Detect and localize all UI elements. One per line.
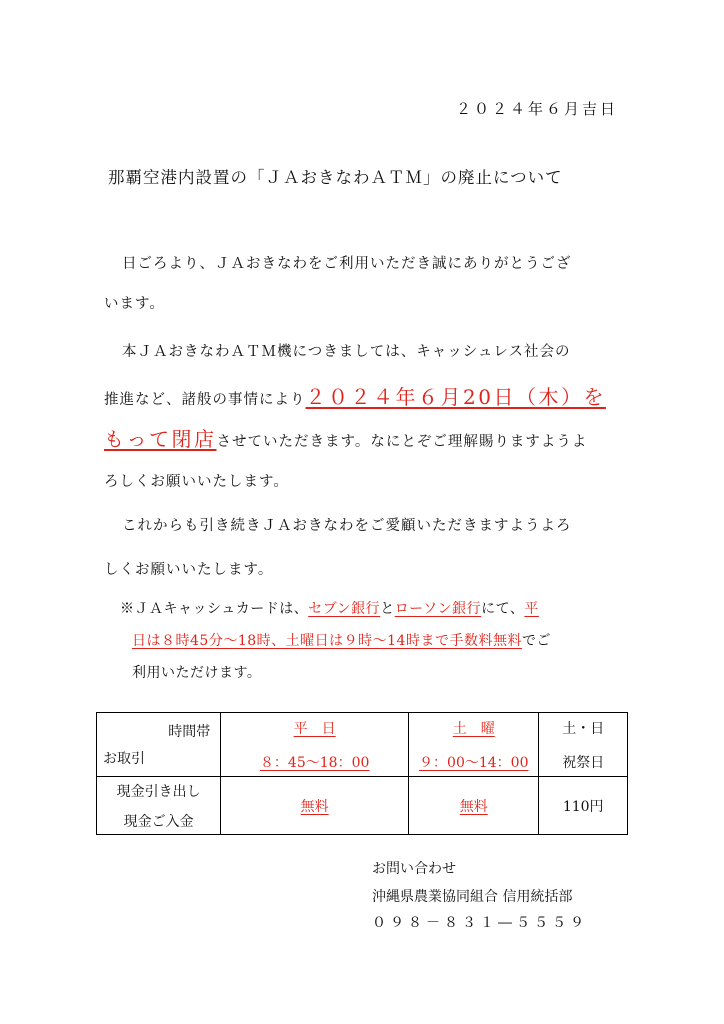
weekday-fee	[221, 777, 409, 835]
paragraph-line: います。	[104, 296, 165, 312]
transaction-header: お取引	[103, 751, 145, 767]
note-text: と	[380, 601, 395, 617]
paragraph-line	[104, 381, 606, 410]
paragraph-text: させていただきます。なにとぞご理解賜りますようよ	[216, 434, 588, 450]
holiday-label: 土・日	[562, 720, 605, 737]
fee-table	[96, 712, 628, 835]
note-line	[120, 598, 539, 618]
saturday-label: 土 曜	[452, 720, 495, 737]
note-text: にて、	[481, 601, 525, 617]
withdrawal-label: 現金引き出し	[116, 783, 201, 800]
table-corner-header	[97, 713, 221, 777]
lawson-bank-highlight: ローソン銀行	[394, 601, 482, 617]
deposit-label: 現金ご入金	[123, 813, 194, 830]
saturday-fee-value: 無料	[459, 798, 488, 815]
weekday-header	[221, 713, 409, 777]
fee-free-highlight: 日は８時45分～18時、土曜日は９時～14時まで手数料無料	[132, 633, 522, 649]
holiday-header	[539, 713, 628, 777]
holiday-fee	[539, 777, 628, 835]
transaction-type	[97, 777, 221, 835]
paragraph-line: ろしくお願いいたします。	[104, 474, 289, 490]
notice-title: 那覇空港内設置の「ＪＡおきなわＡＴＭ」の廃止について	[108, 168, 563, 187]
holiday-fee-value: 110円	[562, 798, 604, 815]
contact-phone: ０９８－８３１―５５５９	[372, 915, 588, 931]
contact-heading: お問い合わせ	[372, 861, 456, 877]
weekday-label: 平 日	[293, 720, 336, 737]
note-text: ※ＪＡキャッシュカードは、	[120, 601, 309, 617]
paragraph-line: これからも引き続きＪＡおきなわをご愛顧いただきますようよろ	[122, 518, 572, 534]
time-header: 時間帯	[168, 724, 211, 740]
paragraph-line	[104, 423, 587, 452]
seven-bank-highlight: セブン銀行	[308, 601, 381, 617]
weekday-hours: ８：45～18：00	[259, 754, 370, 771]
contact-organization: 沖縄県農業協同組合 信用統括部	[372, 889, 573, 905]
weekday-fee-value: 無料	[300, 798, 329, 815]
closing-date-highlight: ２０２４年６月20日（木）を	[305, 385, 606, 409]
paragraph-text: 推進など、諸般の事情により	[104, 392, 306, 408]
notice-date: ２０２４年６月吉日	[455, 100, 618, 118]
paragraph-line: 日ごろより、ＪＡおきなわをご利用いただき誠にありがとうござ	[122, 256, 572, 272]
note-line	[132, 630, 551, 650]
paragraph-line: しくお願いいたします。	[104, 562, 274, 578]
saturday-hours: ９：00～14：00	[419, 754, 529, 771]
note-text: でご	[521, 633, 551, 649]
paragraph-line: 本ＪＡおきなわＡＴＭ機につきましては、キャッシュレス社会の	[122, 344, 571, 360]
note-line: 利用いただけます。	[132, 665, 262, 681]
saturday-fee	[409, 777, 539, 835]
saturday-header	[409, 713, 539, 777]
closing-highlight: もって閉店	[104, 427, 217, 451]
fee-free-highlight: 平	[524, 601, 539, 617]
holiday-label: 祝祭日	[562, 754, 605, 771]
